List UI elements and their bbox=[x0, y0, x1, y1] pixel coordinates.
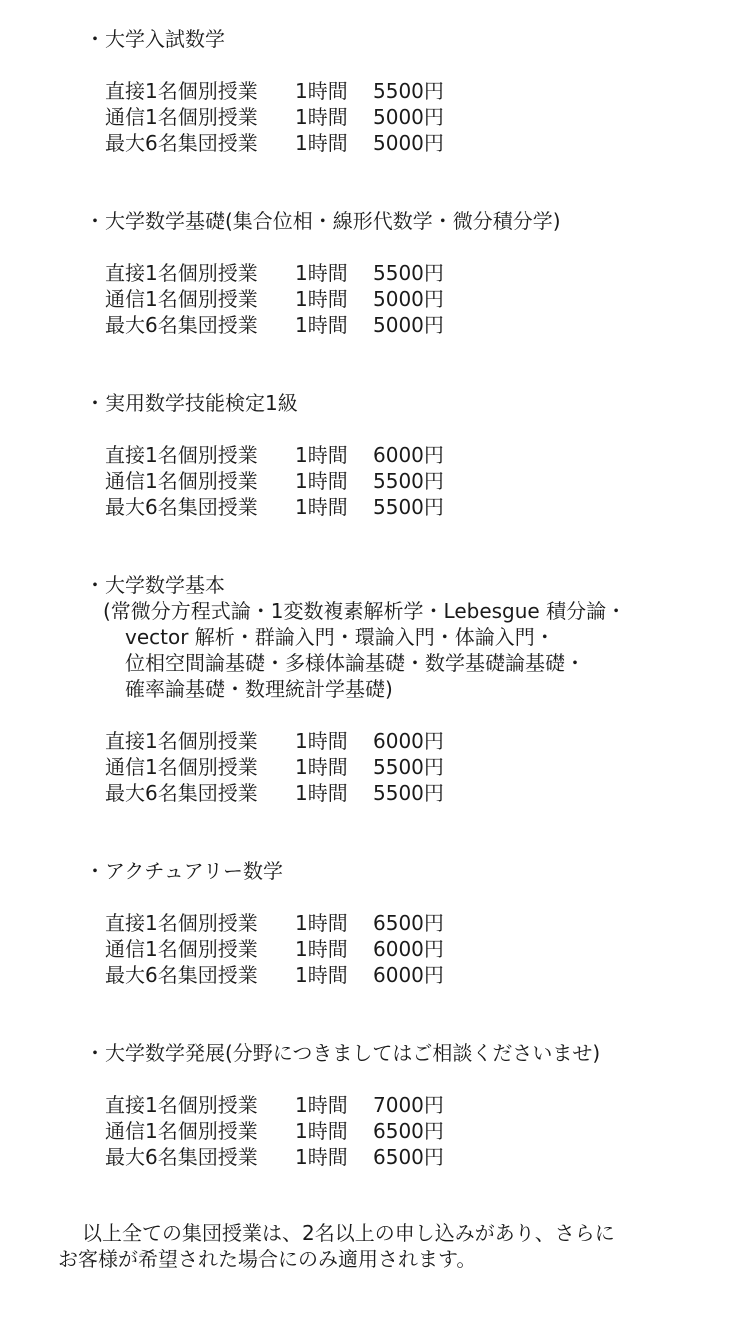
price-row bbox=[105, 780, 705, 806]
footer-line-1: 以上全ての集団授業は、2名以上の申し込みがあり、さらに bbox=[82, 1221, 615, 1245]
price-row bbox=[105, 754, 705, 780]
lesson-type: 直接1名個別授業 bbox=[105, 1093, 258, 1117]
lesson-price: 5500円 bbox=[373, 755, 444, 779]
lesson-type: 通信1名個別授業 bbox=[105, 755, 258, 779]
price-row bbox=[105, 442, 705, 468]
lesson-price: 5000円 bbox=[373, 105, 444, 129]
lesson-type: 通信1名個別授業 bbox=[105, 105, 258, 129]
lesson-duration: 1時間 bbox=[295, 131, 348, 155]
course-title: ・大学数学基本 bbox=[85, 573, 225, 597]
course-section bbox=[85, 390, 705, 520]
footer-line-2: お客様が希望された場合にのみ適用されます。 bbox=[58, 1247, 477, 1271]
lesson-duration: 1時間 bbox=[295, 781, 348, 805]
price-row bbox=[105, 1118, 705, 1144]
lesson-type: 直接1名個別授業 bbox=[105, 911, 258, 935]
lesson-type: 通信1名個別授業 bbox=[105, 937, 258, 961]
course-title: ・大学数学基礎(集合位相・線形代数学・微分積分学) bbox=[85, 209, 561, 233]
lesson-price: 6000円 bbox=[373, 729, 444, 753]
lesson-price: 5500円 bbox=[373, 79, 444, 103]
footer-note bbox=[58, 1220, 698, 1272]
lesson-price: 6000円 bbox=[373, 443, 444, 467]
price-list bbox=[85, 260, 705, 338]
lesson-duration: 1時間 bbox=[295, 755, 348, 779]
lesson-price: 5000円 bbox=[373, 287, 444, 311]
lesson-duration: 1時間 bbox=[295, 963, 348, 987]
lesson-type: 直接1名個別授業 bbox=[105, 261, 258, 285]
course-title: ・実用数学技能検定1級 bbox=[85, 391, 298, 415]
price-row bbox=[105, 1144, 705, 1170]
price-list bbox=[85, 442, 705, 520]
lesson-duration: 1時間 bbox=[295, 469, 348, 493]
lesson-type: 通信1名個別授業 bbox=[105, 1119, 258, 1143]
lesson-price: 6500円 bbox=[373, 911, 444, 935]
price-list bbox=[85, 78, 705, 156]
lesson-price: 5000円 bbox=[373, 313, 444, 337]
course-title: ・アクチュアリー数学 bbox=[85, 859, 283, 883]
lesson-duration: 1時間 bbox=[295, 495, 348, 519]
price-row bbox=[105, 962, 705, 988]
lesson-price: 6000円 bbox=[373, 937, 444, 961]
course-title: ・大学数学発展(分野につきましてはご相談くださいませ) bbox=[85, 1041, 601, 1065]
course-description-line: (常微分方程式論・1変数複素解析学・Lebesgue 積分論・ bbox=[103, 599, 627, 623]
lesson-price: 5500円 bbox=[373, 781, 444, 805]
lesson-duration: 1時間 bbox=[295, 443, 348, 467]
lesson-duration: 1時間 bbox=[295, 937, 348, 961]
lesson-duration: 1時間 bbox=[295, 313, 348, 337]
price-list bbox=[85, 1092, 705, 1170]
lesson-type: 最大6名集団授業 bbox=[105, 963, 258, 987]
lesson-type: 直接1名個別授業 bbox=[105, 79, 258, 103]
lesson-duration: 1時間 bbox=[295, 287, 348, 311]
lesson-type: 通信1名個別授業 bbox=[105, 287, 258, 311]
lesson-type: 最大6名集団授業 bbox=[105, 1145, 258, 1169]
price-row bbox=[105, 130, 705, 156]
course-section bbox=[85, 26, 705, 156]
price-row bbox=[105, 78, 705, 104]
price-row bbox=[105, 910, 705, 936]
price-row bbox=[105, 104, 705, 130]
course-section bbox=[85, 572, 705, 806]
lesson-type: 通信1名個別授業 bbox=[105, 469, 258, 493]
course-description bbox=[85, 598, 705, 702]
lesson-price: 5500円 bbox=[373, 495, 444, 519]
lesson-price: 5500円 bbox=[373, 261, 444, 285]
course-section bbox=[85, 858, 705, 988]
course-section bbox=[85, 1040, 705, 1170]
lesson-price: 6500円 bbox=[373, 1145, 444, 1169]
course-description-line: 確率論基礎・数理統計学基礎) bbox=[125, 677, 393, 701]
lesson-type: 直接1名個別授業 bbox=[105, 443, 258, 467]
course-description-line: 位相空間論基礎・多様体論基礎・数学基礎論基礎・ bbox=[125, 651, 585, 675]
lesson-duration: 1時間 bbox=[295, 1093, 348, 1117]
lesson-price: 5500円 bbox=[373, 469, 444, 493]
price-row bbox=[105, 494, 705, 520]
price-row bbox=[105, 468, 705, 494]
price-row bbox=[105, 260, 705, 286]
lesson-price: 6500円 bbox=[373, 1119, 444, 1143]
lesson-price: 6000円 bbox=[373, 963, 444, 987]
course-description-line: vector 解析・群論入門・環論入門・体論入門・ bbox=[125, 625, 555, 649]
lesson-type: 直接1名個別授業 bbox=[105, 729, 258, 753]
lesson-duration: 1時間 bbox=[295, 105, 348, 129]
price-row bbox=[105, 728, 705, 754]
price-row bbox=[105, 286, 705, 312]
lesson-duration: 1時間 bbox=[295, 261, 348, 285]
lesson-type: 最大6名集団授業 bbox=[105, 313, 258, 337]
lesson-duration: 1時間 bbox=[295, 1119, 348, 1143]
price-list bbox=[85, 728, 705, 806]
lesson-type: 最大6名集団授業 bbox=[105, 495, 258, 519]
lesson-type: 最大6名集団授業 bbox=[105, 781, 258, 805]
lesson-duration: 1時間 bbox=[295, 911, 348, 935]
price-list bbox=[85, 910, 705, 988]
course-title: ・大学入試数学 bbox=[85, 27, 225, 51]
lesson-type: 最大6名集団授業 bbox=[105, 131, 258, 155]
lesson-duration: 1時間 bbox=[295, 729, 348, 753]
lesson-duration: 1時間 bbox=[295, 1145, 348, 1169]
price-row bbox=[105, 1092, 705, 1118]
lesson-price: 5000円 bbox=[373, 131, 444, 155]
lesson-duration: 1時間 bbox=[295, 79, 348, 103]
price-row bbox=[105, 936, 705, 962]
price-row bbox=[105, 312, 705, 338]
course-section bbox=[85, 208, 705, 338]
lesson-price: 7000円 bbox=[373, 1093, 444, 1117]
